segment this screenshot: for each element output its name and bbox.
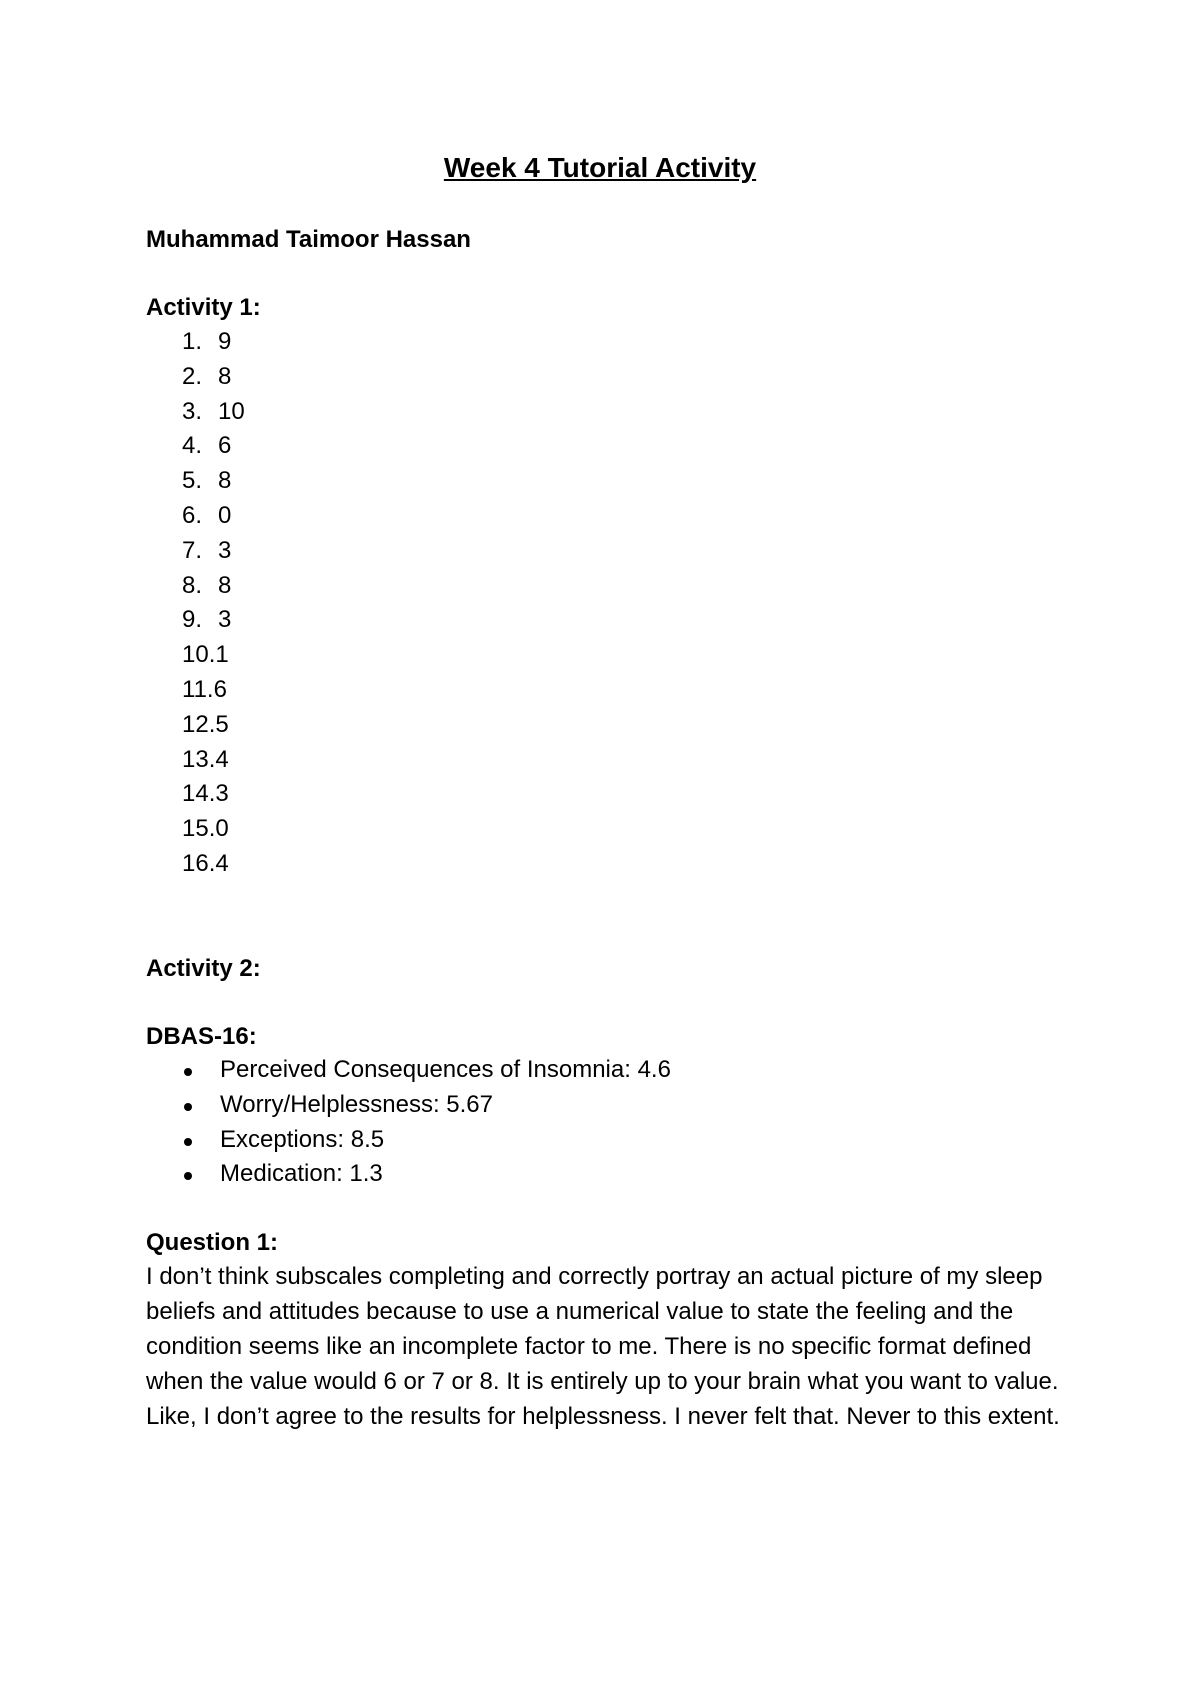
- list-item-value: 6: [218, 432, 232, 460]
- list-item-number: 6.: [182, 501, 203, 529]
- list-item-value: 3: [218, 536, 232, 564]
- list-item-number: 14.3: [182, 780, 229, 808]
- list-item-number: 15.0: [182, 815, 229, 843]
- author-name: Muhammad Taimoor Hassan: [146, 226, 471, 253]
- list-item-value: 8: [218, 571, 232, 599]
- question-1-answer: I don’t think subscales completing and correctly portray an actual picture of my sleep beliefs and attitudes because to use a numerical value to state the feeling and the condition seems like an incomplete factor to me. There is no specific format defined when the value would 6 or 7 or 8. It is entirely up to your brain what you want to value. Like, I don’t agree to the results for helplessness. I never felt that. Never to this extent.: [146, 1263, 1060, 1430]
- list-item-number: 11.6: [182, 675, 227, 703]
- list-item-number: 10.1: [182, 641, 229, 669]
- bullet-icon: [184, 1172, 192, 1180]
- list-item-value: 8: [218, 467, 232, 495]
- bullet-text: Worry/Helplessness: 5.67: [220, 1090, 493, 1118]
- bullet-icon: [184, 1138, 192, 1146]
- dbas-heading: DBAS-16:: [146, 1023, 257, 1050]
- list-item-number: 4.: [182, 432, 203, 460]
- list-item-number: 16.4: [182, 849, 229, 877]
- question-1-heading: Question 1:: [146, 1229, 279, 1256]
- bullet-icon: [184, 1068, 192, 1076]
- bullet-text: Perceived Consequences of Insomnia: 4.6: [220, 1056, 671, 1083]
- list-item-number: 12.5: [182, 710, 229, 738]
- bullet-text: Exceptions: 8.5: [220, 1125, 385, 1153]
- list-item-value: 9: [218, 328, 232, 355]
- activity-2-heading: Activity 2:: [146, 955, 261, 982]
- list-item-number: 5.: [182, 467, 203, 495]
- list-item-value: 3: [218, 606, 232, 634]
- list-item-number: 8.: [182, 571, 203, 599]
- list-item-value: 0: [218, 501, 232, 529]
- list-item-number: 3.: [182, 397, 203, 425]
- list-item-value: 10: [218, 397, 245, 425]
- activity-1-heading: Activity 1:: [146, 294, 261, 321]
- list-item-number: 7.: [182, 536, 203, 564]
- list-item-number: 9.: [182, 606, 203, 634]
- list-item-number: 2.: [182, 362, 203, 390]
- document-title: Week 4 Tutorial Activity: [443, 152, 757, 183]
- list-item-value: 8: [218, 362, 232, 390]
- list-item-number: 1.: [182, 328, 203, 355]
- bullet-text: Medication: 1.3: [220, 1160, 383, 1188]
- bullet-icon: [184, 1103, 192, 1111]
- list-item-number: 13.4: [182, 745, 229, 773]
